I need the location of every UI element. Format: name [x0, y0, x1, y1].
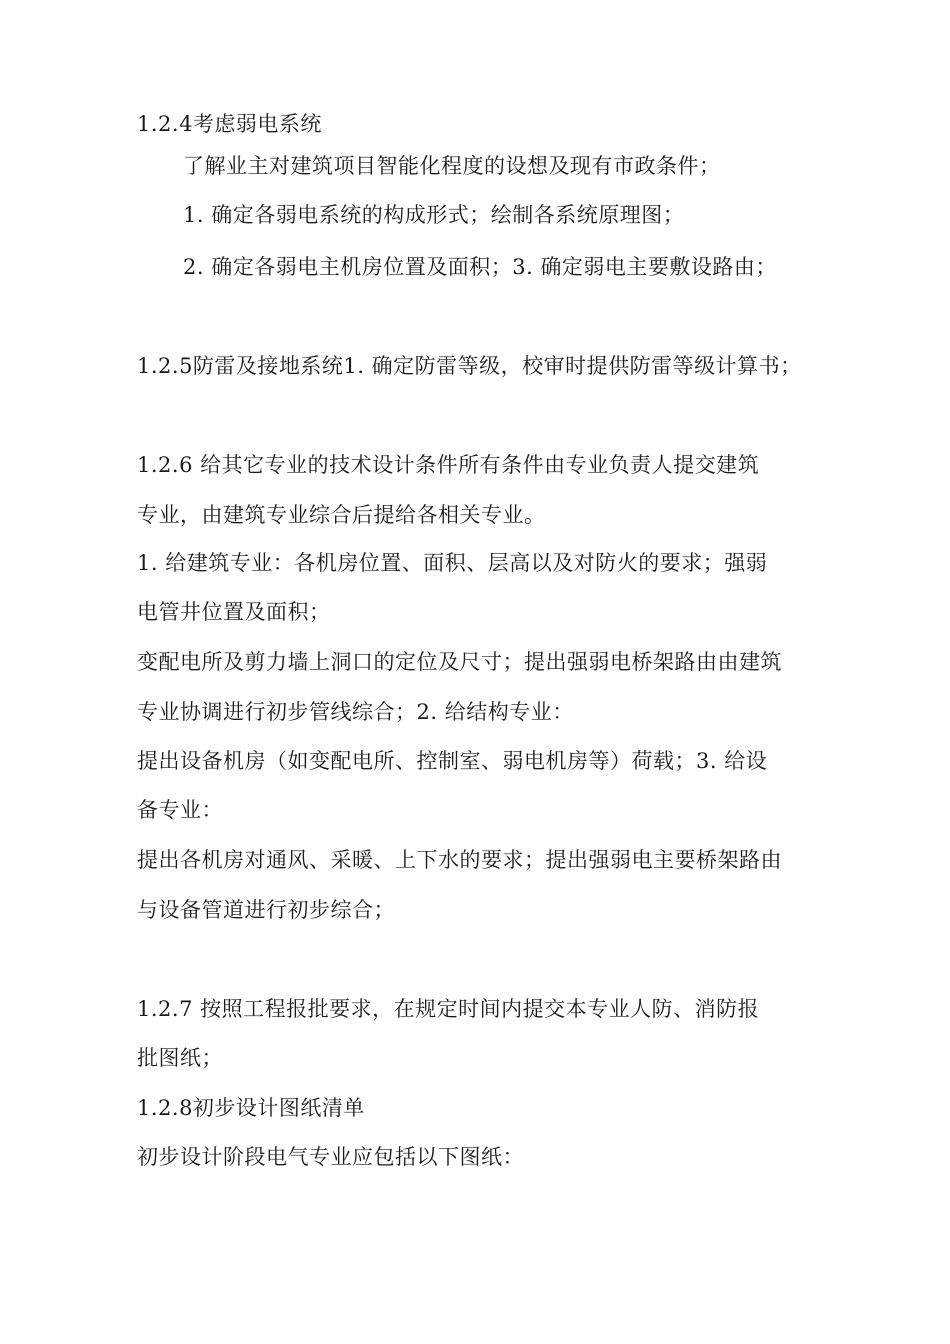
heading-1-2-7: 1.2.7 按照工程报批要求，在规定时间内提交本专业人防、消防报: [137, 997, 760, 1021]
paragraph-line: 变配电所及剪力墙上洞口的定位及尺寸；提出强弱电桥架路由由建筑: [137, 650, 782, 674]
heading-1-2-6: 1.2.6 给其它专业的技术设计条件所有条件由专业负责人提交建筑: [137, 453, 760, 477]
heading-1-2-4: 1.2.4考虑弱电系统: [137, 112, 322, 136]
paragraph-line: 与设备管道进行初步综合；: [137, 898, 395, 922]
paragraph-line: 提出各机房对通风、采暖、上下水的要求；提出强弱电主要桥架路由: [137, 848, 782, 872]
list-item: 1. 确定各弱电系统的构成形式；绘制各系统原理图；: [183, 203, 685, 227]
heading-1-2-8: 1.2.8初步设计图纸清单: [137, 1096, 365, 1120]
paragraph-line: 初步设计阶段电气专业应包括以下图纸：: [137, 1145, 524, 1169]
heading-1-2-5: 1.2.5防雷及接地系统1. 确定防雷等级，校审时提供防雷等级计算书；: [137, 354, 802, 378]
paragraph-line: 备专业：: [137, 798, 223, 822]
paragraph-line: 电管井位置及面积；: [137, 600, 331, 624]
paragraph-line: 了解业主对建筑项目智能化程度的设想及现有市政条件；: [183, 154, 721, 178]
paragraph-line: 批图纸；: [137, 1046, 223, 1070]
paragraph-line: 专业协调进行初步管线综合；2. 给结构专业：: [137, 700, 574, 724]
paragraph-line: 提出设备机房（如变配电所、控制室、弱电机房等）荷载；3. 给设: [137, 749, 768, 773]
paragraph-line: 专业，由建筑专业综合后提给各相关专业。: [137, 503, 546, 527]
list-item: 2. 确定各弱电主机房位置及面积；3. 确定弱电主要敷设路由；: [183, 255, 777, 279]
paragraph-line: 1. 给建筑专业：各机房位置、面积、层高以及对防火的要求；强弱: [137, 551, 768, 575]
